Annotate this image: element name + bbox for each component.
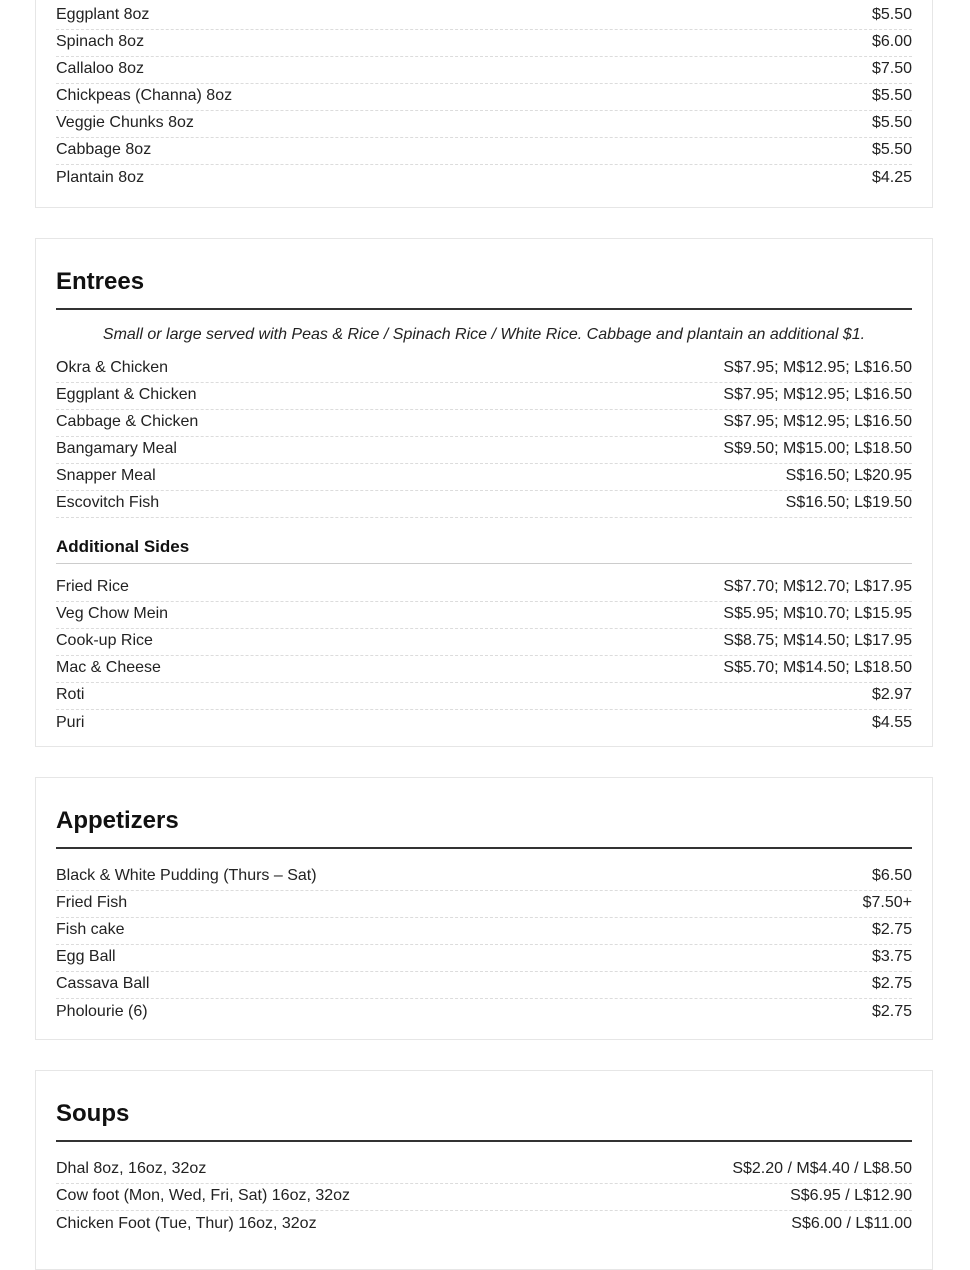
additional-sides-title: Additional Sides: [56, 537, 912, 564]
menu-item: [56, 602, 912, 629]
item-name: Cassava Ball: [56, 975, 150, 992]
menu-item: [56, 356, 912, 383]
menu-item: [56, 656, 912, 683]
menu-item: [56, 629, 912, 656]
item-price: $5.50: [871, 6, 912, 23]
item-name: Spinach 8oz: [56, 33, 145, 50]
item-name: Cow foot (Mon, Wed, Fri, Sat) 16oz, 32oz: [56, 1187, 351, 1204]
entrees-list: [56, 356, 912, 518]
item-price: $7.50: [871, 60, 912, 77]
sides-list: [56, 575, 912, 737]
item-name: Egg Ball: [56, 948, 116, 965]
menu-item: [56, 410, 912, 437]
item-price: $2.75: [871, 1003, 912, 1020]
menu-item: [56, 30, 912, 57]
menu-item: [56, 111, 912, 138]
item-name: Cook-up Rice: [56, 632, 153, 649]
menu-item: [56, 891, 912, 918]
appetizers-section: [35, 777, 933, 1040]
soups-list: [56, 1157, 912, 1238]
item-name: Escovitch Fish: [56, 494, 160, 511]
menu-item: [56, 84, 912, 111]
item-price: S$16.50; L$20.95: [785, 467, 912, 484]
item-price: S$7.95; M$12.95; L$16.50: [723, 359, 912, 376]
item-name: Okra & Chicken: [56, 359, 169, 376]
section-title: Soups: [56, 1095, 912, 1142]
menu-item: [56, 464, 912, 491]
menu-item: [56, 864, 912, 891]
item-price: S$5.70; M$14.50; L$18.50: [723, 659, 912, 676]
item-price: S$6.95 / L$12.90: [790, 1187, 912, 1204]
menu-item: [56, 945, 912, 972]
menu-item: [56, 575, 912, 602]
item-price: $2.97: [871, 686, 912, 703]
item-name: Pholourie (6): [56, 1003, 148, 1020]
item-price: S$5.95; M$10.70; L$15.95: [723, 605, 912, 622]
item-price: $5.50: [871, 114, 912, 131]
item-name: Bangamary Meal: [56, 440, 177, 457]
item-name: Snapper Meal: [56, 467, 156, 484]
item-price: S$16.50; L$19.50: [785, 494, 912, 511]
item-name: Dhal 8oz, 16oz, 32oz: [56, 1160, 207, 1177]
item-name: Roti: [56, 686, 85, 703]
section-title: Appetizers: [56, 802, 912, 849]
item-price: $2.75: [871, 921, 912, 938]
item-price: $2.75: [871, 975, 912, 992]
entrees-content: [56, 263, 912, 737]
soups-section: [35, 1070, 933, 1270]
menu-item: [56, 999, 912, 1026]
item-name: Cabbage & Chicken: [56, 413, 199, 430]
menu-item: [56, 683, 912, 710]
menu-item: [56, 1157, 912, 1184]
item-name: Plantain 8oz: [56, 169, 145, 186]
item-name: Chicken Foot (Tue, Thur) 16oz, 32oz: [56, 1215, 317, 1232]
item-name: Eggplant 8oz: [56, 6, 150, 23]
appetizers-list: [56, 864, 912, 1026]
appetizers-content: [56, 802, 912, 1026]
menu-item: [56, 57, 912, 84]
menu-item: [56, 1211, 912, 1238]
item-name: Puri: [56, 714, 85, 731]
menu-item: [56, 437, 912, 464]
item-name: Callaloo 8oz: [56, 60, 145, 77]
entrees-section: [35, 238, 933, 747]
entrees-note: Small or large served with Peas & Rice / Spinach Rice / White Rice. Cabbage and plantain an additional $1.: [102, 326, 866, 343]
item-price: S$8.75; M$14.50; L$17.95: [723, 632, 912, 649]
item-price: S$7.95; M$12.95; L$16.50: [723, 386, 912, 403]
menu-item: [56, 491, 912, 518]
item-price: $3.75: [871, 948, 912, 965]
item-price: S$7.70; M$12.70; L$17.95: [723, 578, 912, 595]
item-price: S$6.00 / L$11.00: [791, 1215, 912, 1232]
menu-item: [56, 1184, 912, 1211]
menu-item: [56, 138, 912, 165]
vegetables-list: [56, 3, 912, 192]
item-name: Eggplant & Chicken: [56, 386, 197, 403]
menu-item: [56, 165, 912, 192]
menu-item: [56, 972, 912, 999]
item-price: $5.50: [871, 87, 912, 104]
item-name: Chickpeas (Channa) 8oz: [56, 87, 233, 104]
item-name: Veg Chow Mein: [56, 605, 169, 622]
item-name: Fried Rice: [56, 578, 129, 595]
item-price: $7.50+: [862, 894, 912, 911]
item-price: $5.50: [871, 141, 912, 158]
item-price: $4.25: [871, 169, 912, 186]
item-name: Mac & Cheese: [56, 659, 161, 676]
item-name: Black & White Pudding (Thurs – Sat): [56, 867, 317, 884]
item-price: S$9.50; M$15.00; L$18.50: [723, 440, 912, 457]
item-price: S$2.20 / M$4.40 / L$8.50: [732, 1160, 912, 1177]
vegetables-section: [35, 0, 933, 208]
item-price: S$7.95; M$12.95; L$16.50: [723, 413, 912, 430]
soups-content: [56, 1095, 912, 1238]
menu-item: [56, 3, 912, 30]
item-name: Cabbage 8oz: [56, 141, 152, 158]
item-name: Fish cake: [56, 921, 125, 938]
item-name: Veggie Chunks 8oz: [56, 114, 194, 131]
item-price: $4.55: [871, 714, 912, 731]
item-name: Fried Fish: [56, 894, 128, 911]
menu-item: [56, 710, 912, 737]
menu-item: [56, 383, 912, 410]
menu-item: [56, 918, 912, 945]
item-price: $6.50: [871, 867, 912, 884]
section-title: Entrees: [56, 263, 912, 310]
item-price: $6.00: [871, 33, 912, 50]
